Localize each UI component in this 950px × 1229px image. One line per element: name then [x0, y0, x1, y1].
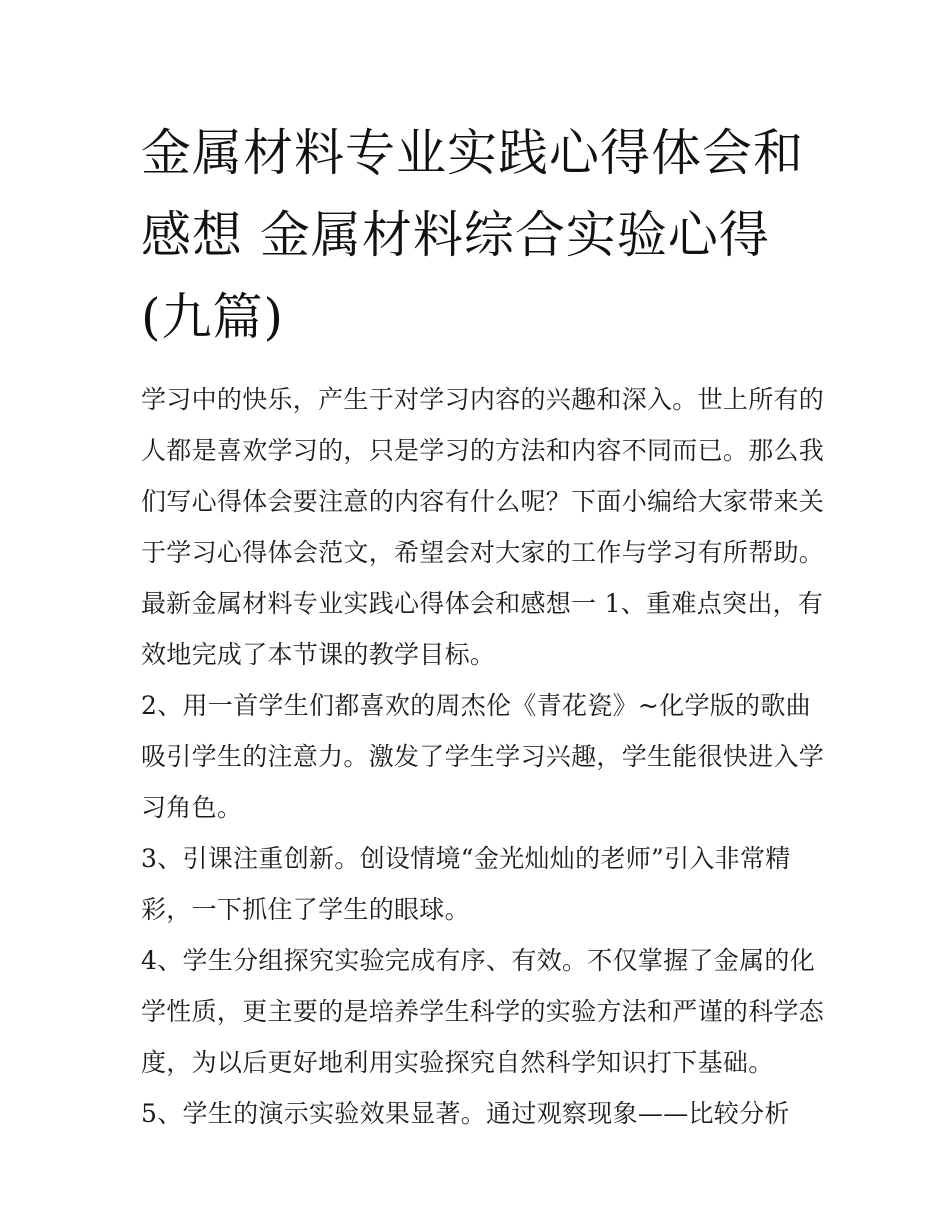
text-line: 3、引课注重创新。创设情境“金光灿灿的老师”引入非常精	[141, 844, 791, 873]
intro-paragraph	[141, 374, 825, 680]
point-4-paragraph	[141, 935, 825, 1088]
text-line: 吸引学生的注意力。激发了学生学习兴趣，学生能很快进入学	[141, 742, 825, 771]
text-line: 于学习心得体会范文，希望会对大家的工作与学习有所帮助。	[141, 538, 825, 567]
text-line: 5、学生的演示实验效果显著。通过观察现象——比较分析	[141, 1099, 790, 1128]
point-5-paragraph	[141, 1088, 821, 1139]
text-line: 2、用一首学生们都喜欢的周杰伦《青花瓷》~化学版的歌曲	[141, 691, 811, 720]
text-line: 学性质，更主要的是培养学生科学的实验方法和严谨的科学态	[141, 997, 825, 1026]
title-line: (九篇)	[141, 288, 285, 346]
text-line: 学习中的快乐，产生于对学习内容的兴趣和深入。世上所有的	[141, 385, 825, 414]
text-line: 彩，一下抓住了学生的眼球。	[141, 895, 470, 924]
text-line: 习角色。	[141, 793, 243, 822]
text-line: 人都是喜欢学习的，只是学习的方法和内容不同而已。那么我	[141, 436, 825, 465]
document-body	[141, 374, 825, 1139]
text-line: 效地完成了本节课的教学目标。	[141, 640, 496, 669]
title-line: 感想 金属材料综合实验心得	[141, 206, 770, 264]
text-line: 度，为以后更好地利用实验探究自然科学知识打下基础。	[141, 1048, 774, 1077]
text-line: 4、学生分组探究实验完成有序、有效。不仅掌握了金属的化	[141, 946, 816, 975]
text-line: 们写心得体会要注意的内容有什么呢？下面小编给大家带来关	[141, 487, 825, 516]
document-content	[141, 112, 825, 1139]
point-2-paragraph	[141, 680, 825, 833]
document-title	[141, 112, 821, 358]
title-line: 金属材料专业实践心得体会和	[141, 124, 804, 182]
point-3-paragraph	[141, 833, 821, 935]
text-line: 最新金属材料专业实践心得体会和感想一 1、重难点突出，有	[141, 589, 824, 618]
